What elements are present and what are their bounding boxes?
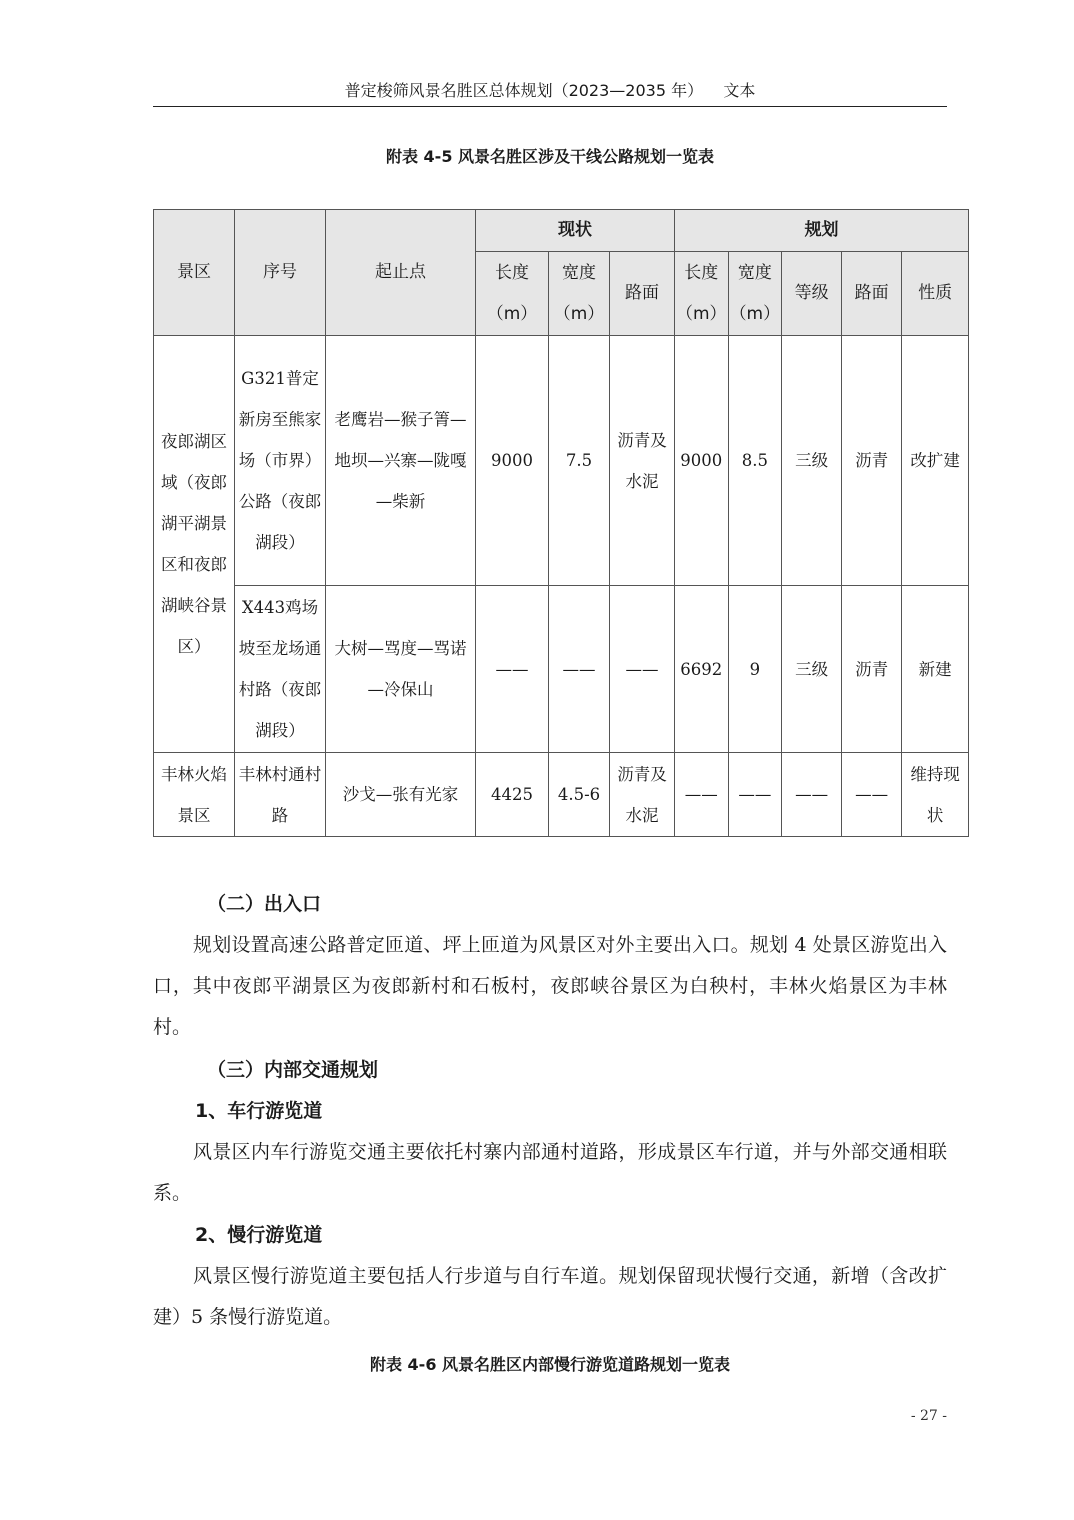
header-cur-surface: 路面	[610, 252, 675, 336]
table-row	[154, 586, 969, 753]
paragraph-entrances: 规划设置高速公路普定匝道、坪上匝道为风景区对外主要出入口。规划 4 处景区游览出入口，其中夜郎平湖景区为夜郎新村和石板村，夜郎峡谷景区为白秧村，丰林火焰景区为丰林村。	[153, 934, 947, 1038]
paragraph-slow-route: 风景区慢行游览道主要包括人行步道与自行车道。规划保留现状慢行交通，新增（含改扩建）5 条慢行游览道。	[153, 1265, 947, 1328]
trunk-road-table	[153, 209, 969, 837]
cell-plan-width: ——	[728, 753, 782, 837]
cell-cur-length: ——	[476, 586, 549, 753]
cell-cur-surface: 沥青及水泥	[610, 336, 675, 586]
cell-cur-surface: 沥青及水泥	[610, 753, 675, 837]
header-plan-width: 宽度（m）	[728, 252, 782, 336]
cell-cur-width: 4.5-6	[549, 753, 610, 837]
header-plan-grade: 等级	[782, 252, 842, 336]
cell-plan-grade: 三级	[782, 586, 842, 753]
cell-route: 大树—骂度—骂诺—冷保山	[326, 586, 476, 753]
cell-plan-length: 9000	[675, 336, 729, 586]
header-plan-surface: 路面	[842, 252, 902, 336]
subheading-slow-route: 2、慢行游览道	[195, 1224, 323, 1246]
header-current: 现状	[476, 210, 675, 252]
cell-cur-width: 7.5	[549, 336, 610, 586]
cell-no: 丰林村通村路	[235, 753, 326, 837]
page-number: - 27 -	[910, 1408, 947, 1424]
header-area: 景区	[154, 210, 235, 336]
header-plan-length: 长度（m）	[675, 252, 729, 336]
running-header: 普定梭筛风景名胜区总体规划（2023—2035 年） 文本	[344, 81, 756, 100]
cell-plan-nature: 改扩建	[902, 336, 969, 586]
cell-plan-length: 6692	[675, 586, 729, 753]
header-plan-nature: 性质	[902, 252, 969, 336]
cell-plan-nature: 维持现状	[902, 753, 969, 837]
cell-area: 丰林火焰景区	[154, 753, 235, 837]
table-caption: 附表 4-5 风景名胜区涉及干线公路规划一览表	[385, 147, 715, 166]
cell-route: 沙戈—张有光家	[326, 753, 476, 837]
header-cur-length: 长度（m）	[476, 252, 549, 336]
table-row	[154, 336, 969, 586]
cell-cur-surface: ——	[610, 586, 675, 753]
section-heading-entrances: （二）出入口	[207, 893, 322, 915]
header-rule	[153, 106, 947, 107]
cell-plan-width: 8.5	[728, 336, 782, 586]
cell-cur-length: 9000	[476, 336, 549, 586]
table-caption-next: 附表 4-6 风景名胜区内部慢行游览道路规划一览表	[369, 1355, 731, 1374]
header-plan: 规划	[675, 210, 969, 252]
section-heading-internal-traffic: （三）内部交通规划	[207, 1059, 379, 1081]
cell-cur-length: 4425	[476, 753, 549, 837]
cell-plan-grade: ——	[782, 753, 842, 837]
cell-no: G321普定新房至熊家场（市界）公路（夜郎湖段）	[235, 336, 326, 586]
cell-plan-surface: ——	[842, 753, 902, 837]
cell-cur-width: ——	[549, 586, 610, 753]
cell-plan-grade: 三级	[782, 336, 842, 586]
cell-plan-length: ——	[675, 753, 729, 837]
cell-plan-surface: 沥青	[842, 586, 902, 753]
subheading-vehicle-route: 1、车行游览道	[195, 1100, 323, 1122]
header-no: 序号	[235, 210, 326, 336]
cell-plan-nature: 新建	[902, 586, 969, 753]
paragraph-vehicle-route: 风景区内车行游览交通主要依托村寨内部通村道路，形成景区车行道，并与外部交通相联系。	[153, 1141, 947, 1204]
cell-route: 老鹰岩—猴子箐—地坝—兴寨—陇嘎—柴新	[326, 336, 476, 586]
cell-plan-width: 9	[728, 586, 782, 753]
cell-area: 夜郎湖区域（夜郎湖平湖景区和夜郎湖峡谷景区）	[154, 336, 235, 753]
header-route: 起止点	[326, 210, 476, 336]
table-row	[154, 753, 969, 837]
cell-no: X443鸡场坡至龙场通村路（夜郎湖段）	[235, 586, 326, 753]
header-cur-width: 宽度（m）	[549, 252, 610, 336]
cell-plan-surface: 沥青	[842, 336, 902, 586]
